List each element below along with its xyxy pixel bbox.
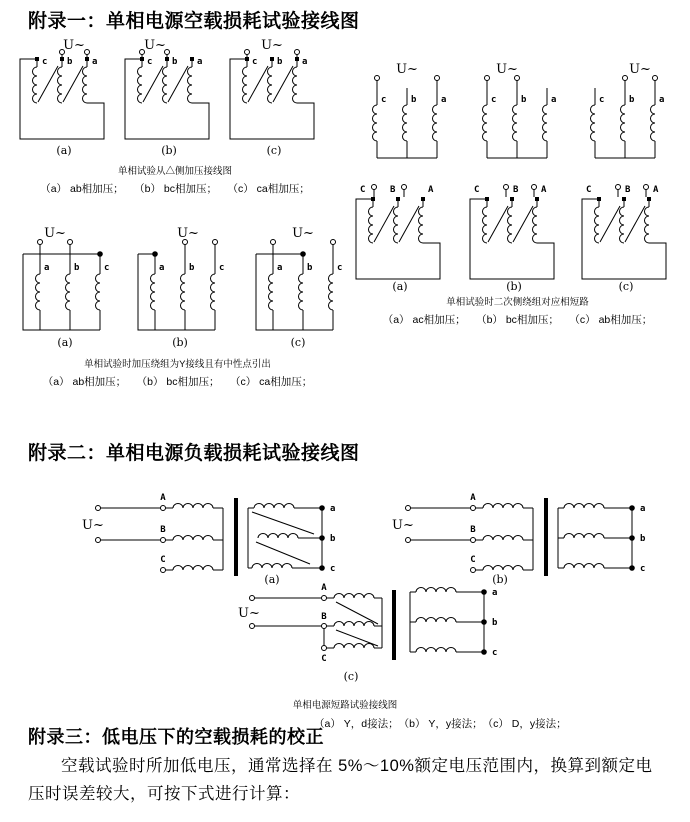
terminal-label: a (197, 57, 203, 67)
terminal-label: a (551, 95, 557, 105)
figure-label: (c) (343, 670, 359, 683)
terminal-label: A (160, 493, 166, 503)
terminal-label: C (470, 555, 476, 565)
source-voltage-label: U~ (392, 518, 414, 533)
terminal-label: b (492, 618, 498, 628)
terminal-label: b (521, 95, 527, 105)
terminal-label: b (74, 263, 80, 273)
terminal-label: A (428, 185, 434, 195)
figure-label: (c) (266, 144, 282, 157)
terminal-label: a (640, 504, 646, 514)
circuit-wiring (406, 498, 635, 576)
terminal-label: B (513, 185, 519, 195)
terminal-label: c (337, 263, 343, 273)
terminal-label: c (252, 57, 258, 67)
circuit-wiring (356, 185, 440, 280)
figure-label: (a) (392, 280, 408, 293)
terminal-label: C (474, 185, 480, 195)
circuit-wiring (591, 76, 658, 159)
wye-neutral-caption-block (10, 356, 345, 389)
source-voltage-label: U~ (82, 518, 104, 533)
terminal-label: a (92, 57, 98, 67)
wye-neutral-diagram-c (248, 224, 348, 350)
load-loss-caption: 单相电源短路试验接线图 (292, 700, 398, 711)
terminal-label: c (219, 263, 225, 273)
circuit-wiring (582, 185, 666, 280)
terminal-label: c (599, 95, 605, 105)
terminal-label: a (659, 95, 665, 105)
terminal-label: b (67, 57, 73, 67)
load-loss-diagram-b (390, 484, 655, 586)
terminal-label: b (189, 263, 195, 273)
terminal-label: A (541, 185, 547, 195)
source-voltage-label: U~ (396, 62, 418, 77)
terminal-label: b (307, 263, 313, 273)
terminal-label: a (159, 263, 165, 273)
secondary-short-hv-diagram-a (348, 176, 453, 294)
source-voltage-label: U~ (629, 62, 651, 77)
secondary-short-hv-diagram-c (574, 176, 679, 294)
terminal-label: C (586, 185, 592, 195)
circuit-wiring (23, 240, 103, 331)
figure-label: (a) (264, 573, 280, 586)
source-voltage-label: U~ (496, 62, 518, 77)
terminal-label: B (390, 185, 396, 195)
terminal-label: a (277, 263, 283, 273)
figure-label: (b) (172, 336, 188, 349)
terminal-label: b (172, 57, 178, 67)
terminal-label: b (629, 95, 635, 105)
figure-label: (b) (161, 144, 177, 157)
delta-primary-diagram-b (117, 36, 222, 158)
circuit-wiring (373, 76, 440, 159)
caption-legend: （a） ab相加压； （b） bc相加压； （c） ca相加压； (40, 183, 310, 195)
secondary-short-hv-diagram-b (462, 176, 567, 294)
terminal-label: C (360, 185, 366, 195)
appendix3-paragraph: 空载试验时所加低电压，通常选择在 5%～10%额定电压范围内，换算到额定电压时误差较大，可按下式进行计算： (28, 757, 653, 804)
terminal-label: B (160, 525, 166, 535)
terminal-label: a (441, 95, 447, 105)
terminal-label: c (381, 95, 387, 105)
terminal-label: c (330, 564, 336, 574)
secondary-short-lv-diagram-a (352, 60, 457, 164)
delta-primary-diagram-c (222, 36, 327, 158)
circuit-wiring (483, 76, 548, 159)
figure-label: (c) (290, 336, 306, 349)
figure-label: (b) (492, 573, 508, 586)
caption-text: 单相试验从△侧加压接线图 (117, 166, 232, 177)
terminal-label: c (104, 263, 110, 273)
terminal-label: A (470, 493, 476, 503)
wye-neutral-diagram-b (130, 224, 230, 350)
terminal-label: c (640, 564, 646, 574)
caption-legend: （a） ac相加压； （b） bc相加压； （c） ab相加压； (382, 314, 653, 326)
source-voltage-label: U~ (144, 38, 166, 53)
figure-label: (c) (618, 280, 634, 293)
terminal-label: c (42, 57, 48, 67)
source-voltage-label: U~ (238, 606, 260, 621)
circuit-wiring (96, 498, 325, 576)
terminal-label: c (491, 95, 497, 105)
terminal-label: a (330, 504, 336, 514)
figure-label: (a) (57, 336, 73, 349)
terminal-label: b (411, 95, 417, 105)
terminal-label: A (653, 185, 659, 195)
terminal-label: c (147, 57, 153, 67)
circuit-wiring (250, 588, 487, 661)
circuit-wiring (256, 240, 336, 331)
source-voltage-label: U~ (292, 226, 314, 241)
circuit-wiring (138, 240, 218, 331)
terminal-label: b (277, 57, 283, 67)
wye-neutral-diagram-a (15, 224, 115, 350)
source-voltage-label: U~ (63, 38, 85, 53)
terminal-label: C (321, 654, 327, 664)
delta-primary-caption-block (10, 163, 340, 196)
terminal-label: a (44, 263, 50, 273)
terminal-label: A (321, 583, 327, 593)
caption-text: 单相试验时加压绕组为Y接线且有中性点引出 (84, 359, 271, 370)
load-loss-diagram-a (80, 484, 350, 586)
appendix3-title: 附录三：低电压下的空载损耗的校正 (28, 727, 324, 747)
terminal-label: B (625, 185, 631, 195)
figure-label: (a) (56, 144, 72, 157)
source-voltage-label: U~ (261, 38, 283, 53)
source-voltage-label: U~ (44, 226, 66, 241)
terminal-label: c (492, 648, 498, 658)
delta-primary-diagram-a (12, 36, 117, 158)
figure-label: (b) (506, 280, 522, 293)
terminal-label: b (640, 534, 646, 544)
secondary-short-caption-block (350, 294, 685, 327)
terminal-label: a (302, 57, 308, 67)
load-loss-diagram-c (236, 580, 496, 684)
secondary-short-lv-diagram-c (570, 60, 675, 164)
caption-legend: （a） ab相加压； （b） bc相加压； （c） ca相加压； (42, 376, 313, 388)
appendix2-title: 附录二：单相电源负载损耗试验接线图 (28, 443, 360, 464)
terminal-label: B (321, 612, 327, 622)
secondary-short-lv-diagram-b (462, 60, 567, 164)
terminal-label: C (160, 555, 166, 565)
load-loss-legend: （a） Y，d接法； （b） Y，y接法； （c） D，y接法； (314, 718, 567, 730)
caption-text: 单相试验时二次侧绕组对应相短路 (446, 297, 589, 308)
source-voltage-label: U~ (177, 226, 199, 241)
circuit-wiring (470, 185, 554, 280)
terminal-label: B (470, 525, 476, 535)
appendix1-title: 附录一：单相电源空载损耗试验接线图 (28, 11, 360, 32)
terminal-label: a (492, 588, 498, 598)
terminal-label: b (330, 534, 336, 544)
